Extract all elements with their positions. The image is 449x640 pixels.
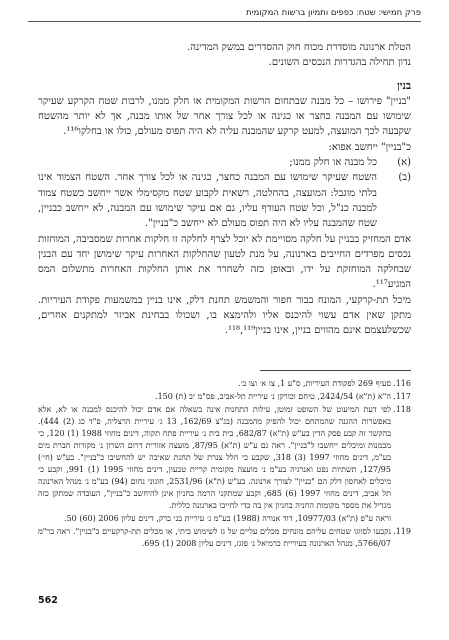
paragraph: הטלת ארנונה מוסדרת מכוח חוק ההסדרים במשק המדינה. bbox=[187, 42, 411, 53]
footnote-text: סעיף 269 לפקודת העיריות, ס"ע 1, צו א׳ וצו ב׳. bbox=[237, 379, 391, 388]
list-item bbox=[38, 170, 411, 231]
paragraph: אדם המחזיק בבניין על חלקה מסויימת לא יוכל לצרף לחלקה זו חלקות אחרות שמסביבה, המוחזות נכסים מפרדים החייבים בארנונה, על מנת לטעון שהחלקות האחרות עיקר שימושן יחד עם הבנין שבחלקה המוחזקת על ידו, ובאופן כזה לשחרר את אותן החלקות האחרות מתשלום המס המגיע¹¹⁷. bbox=[38, 233, 411, 291]
footnote bbox=[38, 378, 411, 390]
footnote-number: 119. bbox=[393, 527, 411, 536]
footnotes bbox=[38, 378, 411, 551]
footnote-number: 116. bbox=[393, 379, 411, 388]
footnote-text: נקבעו לסווגו שטחים עליהם מונחים מכלים עליים של גז לשימוש ביתי, או מכלים תת-קרקעיים כ"בניין". ראה בר"מ 5766/07, מנהל הארנונה בעיריית כרמיאל נ׳ פזגז, דינים עליון 2008 (1) 695. bbox=[38, 527, 391, 548]
page-number: 562 bbox=[38, 595, 58, 606]
running-header: פרק חמישי׃ שטח׃ כפפים ותמיון ברשות המקומית bbox=[28, 8, 421, 22]
paragraph: כ"בניין" ייחשב אפוא: bbox=[328, 141, 411, 153]
footnote-text: ה"א (ת"א) 2424/54, טיחם וכורקן נ׳ עיריית תל-אביב, פס"מ יב (ת) 150. bbox=[155, 392, 391, 401]
footnote-number: 117. bbox=[393, 392, 411, 401]
footnote-number: 118. bbox=[393, 405, 411, 414]
list-item-text: השטח שעיקר שימושו עם המבנה כחצר, כגינה או לכל צורך אחר. השטח הצמוד אינו בלתי מוגבל: המועצה, בהחלטה, רשאית לקבוע שטח מקסימלי אשר ייחשב כשטח צמוד למבנה כנ"ל, וכל שטח העודף עליו, גם אם עיקר שימושו עם המבנה, לא ייחשב כבניין, שטח שהמבנה עליו לא היה תפוס מעולם לא ייחשב כ"בניין". bbox=[38, 172, 377, 230]
footnote bbox=[38, 513, 411, 525]
footnote bbox=[38, 526, 411, 550]
section-heading: בנין bbox=[397, 79, 411, 92]
paragraph: נדון תחילה בהגדרות הנכסים השונים. bbox=[268, 57, 411, 69]
footnote bbox=[38, 391, 411, 403]
paragraph: מיכל תת-קרקעי, המונח בבור חפור והמשמש תחנת דלק, אינו בניין במשמעות פקודת העיריות. מתקן שאין אדם עשוי להיכנס אליו ולהימצא בו, ושכולו בבחינת אביזר למתקנים אחרים, שכשלעצמם אינם מהווים בניין, אינו בניין¹¹⁸,¹¹⁹. bbox=[38, 294, 411, 337]
list-item-text: כל מבנה או חלק ממנו; bbox=[289, 157, 377, 169]
list-item-label: (א) bbox=[397, 157, 411, 169]
footnote-separator bbox=[260, 370, 411, 371]
main-text bbox=[38, 40, 411, 339]
list-item-label: (ב) bbox=[398, 172, 411, 184]
paragraph: "בניין" פירושו – כל מבנה שבתחום הרשות המקומית או חלק ממנו, לרבות שטח הקרקע שעיקר שימושו עם המבנה כחצר או כגינה או לכל צורך אחר של אותו מבנה, אך לא יותר מהשטח שקבעה לכך המועצה, למעט קרקע שהמבנה עליה לא היה תפוס מעולם, כולו או בחלקו¹¹⁶. bbox=[38, 95, 411, 138]
footnote bbox=[38, 404, 411, 512]
footnote-text: וראה ע"פ (ת"א) 10977/03, דוד אנורה (1988) בע"מ נ׳ עיריית בני ברק, דינים עליון 2006 (60) 50. bbox=[64, 514, 391, 523]
footnote-text: לפי דעת המיעוט של השופט זמוטן, עילות התחנות אינה בשאלה אם אדם יכול להיכנס למבנה או לא, אלא באפשרות ההגנה שהמתחם יכול להפיק מהמבנה (בג"צ 162/69, 13 ג׳ עיריית הרצליה, פ"ד כג (2) 444). בהקשר זה קבע פסק הדין בע"ש (ת"א) 682/87, בית בית נ׳ עיריית פתח תקוה, דינים מחוזי 1988 (1) 120, כי מכמנות ומיכלים ייחשבו ל"בניין". ראה גם ע"ש (ת"א) 87/95, מועצה אזורית דרום השרון נ׳ מקורות חברת מים בע"מ, דינים מחוזי 1997 (3) 318, שקבע כי חלל צנרת של תחנת שאיבה יש להחשיבו כ"בניין". בע"ש (חי׳) 127/95, תשתיות נפט ואנרגיה בע"מ נ׳ מועצה מקומית קריית טבעון, דינים מחוזי 1995 (1) 991, וקבע כי מיכלים לאחסון דלק הם "בניין" לצורך ארנונה. בע"ש (ת"א) 2531/96, חוגוני נחום (94) בע"מ נ׳ מנהל הארנונה תל אביב, דינים מחוזי 1997 (6) 685, וקבע שמתקני הרמה בחניון אינן להיחשב כ"בניין", העובדה שמתקן כזה מגדיל את מספר מקומות החניה בחניון אין בה כדי לחייבו בארנונה כללית. bbox=[38, 405, 392, 510]
list-item bbox=[38, 155, 411, 170]
